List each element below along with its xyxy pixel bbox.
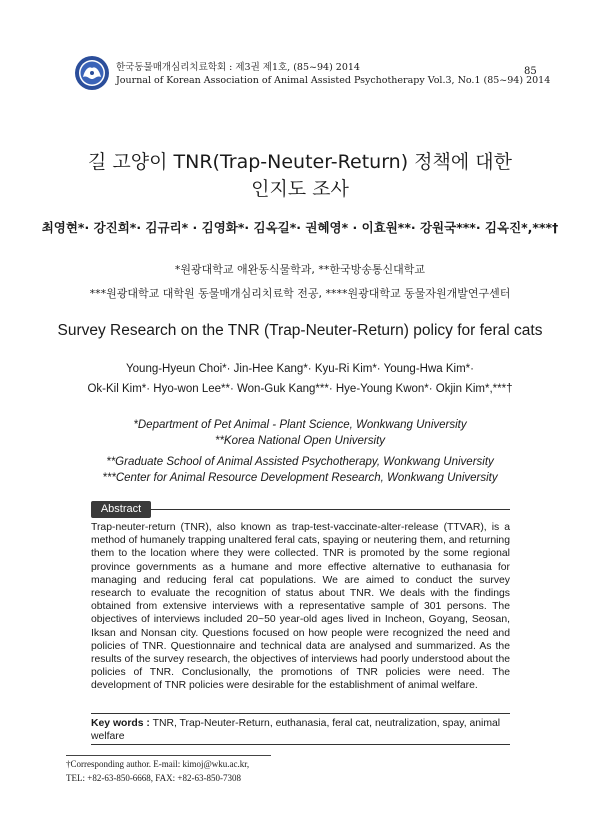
footnote-contact: TEL: +82-63-850-6668, FAX: +82-63-850-7308 [66,773,241,783]
keywords-divider-bottom [91,744,510,745]
title-english: Survey Research on the TNR (Trap-Neuter-Return) policy for feral cats [57,322,543,339]
keywords-label: Key words : [91,718,150,729]
abstract-divider [91,509,510,510]
authors-english-line1: Young-Hyeun Choi*· Jin-Hee Kang*· Kyu-Ri Kim*· Young-Hwa Kim*· [126,363,474,375]
title-korean-line1: 길 고양이 TNR(Trap-Neuter-Return) 정책에 대한 [88,151,512,173]
affiliation-english-line4: ***Center for Animal Resource Development Research, Wonkwang University [102,472,498,484]
abstract-text [91,521,510,693]
authors-english-line2: Ok-Kil Kim*· Hyo-won Lee**· Won-Guk Kang***· Hye-Young Kwon*· Okjin Kim*,***† [87,383,513,395]
keywords [91,717,510,743]
journal-citation-en: Journal of Korean Association of Animal Assisted Psychotherapy Vol.3, No.1 (85~94) 2014 [116,75,551,86]
affiliation-korean-line1: *원광대학교 애완동식물학과, **한국방송통신대학교 [174,263,426,276]
footnote-corresponding-author: †Corresponding author. E-mail: kimoj@wku.ac.kr, [66,759,250,769]
abstract-paragraph: Trap-neuter-return (TNR), also known as trap-test-vaccinate-alter-release (TTVAR), is a method of humanely trapping unaltered feral cats, spaying or neutering them, and returning them to the location where they were collected. TNR is promoted by the some regional province governments as a humane and more effective alternative to euthanasia for managing and reducing feral cat populations. We are aimed to conduct the survey research to evaluate the recognition of status about TNR. We deals with the findings obtained from extensive interviews with a representative sample of 301 persons. The objectives of interviews included 20~50 year-old ages lived in Incheon, Goyang, Seosan, Iksan and Nonsan city. Questions focused on how people were recognized the need and policies of TNR. Questionnaire and technical data are analysed and summarized. As the results of the survey research, the objectives of interviews had poorly understood about the policies of TNR. Conclusionally, the promotions of TNR policies were need. The development of TNR policies were desirable for the establishment of animal welfare. [91,522,510,692]
affiliation-korean-line2: ***원광대학교 대학원 동물매개심리치료학 전공, ****원광대학교 동물자원개발연구센터 [89,287,511,300]
keywords-divider-top [91,713,510,714]
journal-citation-ko: 한국동물매개심리치료학회 : 제3권 제1호, (85~94) 2014 [116,62,360,73]
affiliation-english-line3: **Graduate School of Animal Assisted Psychotherapy, Wonkwang University [106,456,494,468]
page-number: 85 [524,66,537,77]
authors-korean: 최영현*· 강진희*· 김규리* · 김영화*· 김옥길*· 권혜영* · 이효원**· 강원국***· 김옥진*,***† [41,220,559,235]
title-korean-line2: 인지도 조사 [251,178,349,200]
abstract-label: Abstract [91,501,151,518]
association-seal-icon [74,55,110,91]
footnote-divider [66,755,271,756]
affiliation-english-line2: **Korea National Open University [214,435,386,447]
keywords-text: TNR, Trap-Neuter-Return, euthanasia, feral cat, neutralization, spay, animal welfare [91,718,501,743]
affiliation-english-line1: *Department of Pet Animal - Plant Science, Wonkwang University [133,419,467,431]
